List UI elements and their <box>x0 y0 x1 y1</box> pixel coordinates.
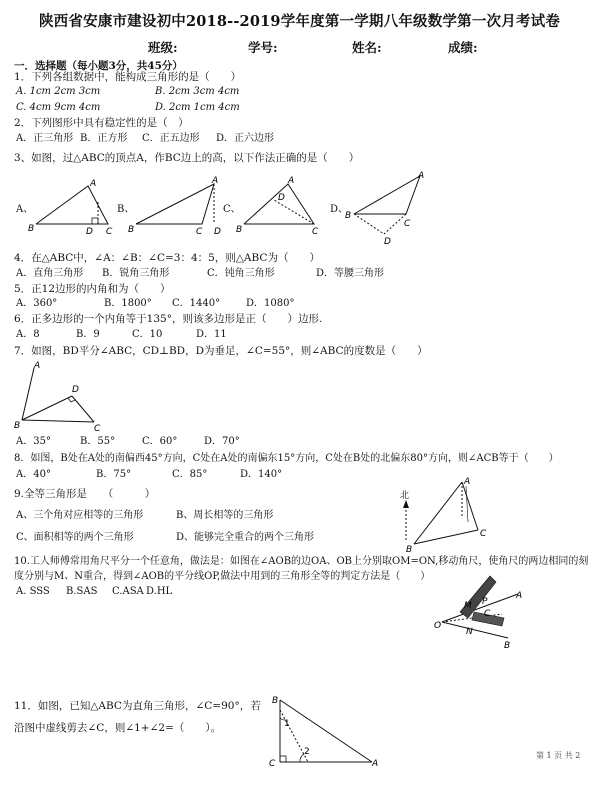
q3-figure-a <box>26 176 116 236</box>
option-2b: B．正方形 <box>80 133 128 144</box>
q11-figure <box>264 694 384 776</box>
name-label: 姓名: <box>352 40 382 55</box>
student-id-label: 学号: <box>248 40 278 55</box>
question-5: 5．正12边形的内角和为（ ） <box>14 283 171 295</box>
q3b-label-b: B <box>128 225 135 235</box>
q3-figure-d-drawing <box>344 172 434 250</box>
q3a-label-a: A <box>90 179 97 189</box>
option-2d: D．正六边形 <box>216 133 275 144</box>
q3-figure-c <box>236 176 326 236</box>
option-3a: A、 <box>16 204 34 215</box>
question-7: 7．如图，BD平分∠ABC，CD⊥BD，D为垂足，∠C=55°，则∠ABC的度数是（ ） <box>14 345 428 357</box>
option-5c: C．1440° <box>172 298 221 309</box>
q8-north-label: 北 <box>400 491 410 501</box>
q7-figure <box>14 360 114 432</box>
q3d-label-d: D <box>384 237 391 247</box>
option-9c: C、面积相等的两个三角形 <box>16 532 134 543</box>
q11-label-b: B <box>272 696 279 706</box>
question-10: 10.工人师傅常用角尺平分一个任意角，做法是：如图在∠AOB的边OA、OB上分别取OM=ON,移动角尺，使角尺的两边相同的刻 <box>14 556 589 567</box>
q3-figure-b-drawing <box>128 176 221 237</box>
option-1d: D. 2cm 1cm 4cm <box>155 102 240 113</box>
option-4c: C．钝角三角形 <box>207 268 275 279</box>
question-2: 2．下列图形中具有稳定性的是（ ） <box>14 117 189 129</box>
option-6c: C．10 <box>132 329 163 340</box>
q3d-label-b: B <box>345 211 352 221</box>
option-4b: B．锐角三角形 <box>102 268 170 279</box>
page-footer: 第 1 页 共 2 <box>536 751 581 760</box>
option-1b: B. 2cm 3cm 4cm <box>155 86 240 97</box>
q3d-label-c: C <box>404 219 411 229</box>
option-2a: A．正三角形 <box>16 133 74 144</box>
q10-figure-drawing <box>432 572 528 650</box>
q11-figure-drawing <box>264 694 384 776</box>
question-9: 9.全等三角形是 （ ） <box>14 488 156 500</box>
question-1: 1．下列各组数据中，能构成三角形的是（ ） <box>14 71 242 83</box>
option-3d: D、 <box>330 204 349 215</box>
option-8d: D．140° <box>240 469 283 480</box>
question-4: 4．在△ABC中，∠A：∠B：∠C=3：4：5，则△ABC为（ ） <box>14 252 320 264</box>
q3c-label-c: C <box>312 227 319 237</box>
q3c-label-a: A <box>288 176 295 186</box>
option-3c: C、 <box>223 204 241 215</box>
option-8c: C．85° <box>172 469 208 480</box>
q10-label-c: C <box>484 609 491 619</box>
option-6d: D．11 <box>196 329 227 340</box>
option-10b: B.SAS <box>66 586 98 597</box>
option-2c: C．正五边形 <box>142 133 200 144</box>
q10-label-o: O <box>434 621 442 631</box>
q7-label-c: C <box>94 424 101 434</box>
q3b-label-a: A <box>212 176 219 186</box>
q10-label-m: M <box>464 601 472 611</box>
question-11-cont: 沿图中虚线剪去∠C，则∠1+∠2=（ ）。 <box>14 722 222 734</box>
q3-figure-c-drawing <box>236 176 326 236</box>
q3d-label-a: A <box>418 171 425 181</box>
q3-figure-a-drawing <box>26 176 116 236</box>
option-4a: A．直角三角形 <box>16 268 84 279</box>
option-7d: D．70° <box>204 436 240 447</box>
section-heading: 一．选择题（每小题3分，共45分） <box>14 60 183 72</box>
option-6a: A．8 <box>16 329 40 340</box>
option-5a: A．360° <box>16 298 58 309</box>
option-8b: B．75° <box>96 469 132 480</box>
option-1c: C. 4cm 9cm 4cm <box>16 102 101 113</box>
option-9b: B、周长相等的三角形 <box>176 510 274 521</box>
option-9d: D、能够完全重合的两个三角形 <box>176 532 315 543</box>
option-3b: B、 <box>117 204 135 215</box>
q3a-label-c: C <box>106 227 113 237</box>
q8-label-b: B <box>406 545 413 555</box>
q7-label-d: D <box>72 385 79 395</box>
q11-label-2: 2 <box>304 747 310 757</box>
q8-figure <box>392 478 502 564</box>
question-11: 11．如图，已知△ABC为直角三角形，∠C=90°，若 <box>14 700 261 712</box>
q7-label-b: B <box>14 421 21 431</box>
q10-label-p: P <box>482 597 488 607</box>
option-9a: A、三个角对应相等的三角形 <box>16 510 144 521</box>
q8-figure-drawing <box>392 478 502 564</box>
q10-label-a: A <box>516 591 523 601</box>
q3-figure-b <box>128 176 221 237</box>
option-6b: B．9 <box>76 329 100 340</box>
option-1a: A. 1cm 2cm 3cm <box>16 86 101 97</box>
q11-label-1: 1 <box>284 719 290 729</box>
score-label: 成绩: <box>448 40 478 55</box>
class-label: 班级: <box>148 40 178 55</box>
option-7b: B．55° <box>80 436 116 447</box>
option-10c: C.ASA <box>112 586 144 597</box>
q11-label-c: C <box>269 759 276 769</box>
q3b-label-d: D <box>214 227 221 237</box>
question-3: 3、如图，过△ABC的顶点A，作BC边上的高，以下作法正确的是（ ） <box>14 152 360 164</box>
option-7c: C．60° <box>142 436 178 447</box>
q8-label-c: C <box>480 529 487 539</box>
q3-figure-d <box>344 172 434 250</box>
q7-label-a: A <box>34 361 41 371</box>
q10-label-b: B <box>504 641 511 651</box>
question-10-cont: 度分别与M、N重合，得到∠AOB的平分线OP,做法中用到的三角形全等的判定方法是（ ） <box>14 571 431 582</box>
q3b-label-c: C <box>196 227 203 237</box>
q3a-label-d: D <box>86 227 93 237</box>
option-10a: A. SSS <box>16 586 50 597</box>
q7-figure-drawing <box>14 360 114 432</box>
q11-label-a: A <box>372 759 379 769</box>
option-10d: D.HL <box>146 586 173 597</box>
option-8a: A．40° <box>16 469 51 480</box>
q10-label-n: N <box>466 627 473 637</box>
option-5d: D．1080° <box>246 298 295 309</box>
page-title: 陕西省安康市建设初中2018--2019学年度第一学期八年级数学第一次月考试卷 <box>38 13 561 30</box>
question-6: 6．正多边形的一个内角等于135°，则该多边形是正（ ）边形. <box>14 313 323 325</box>
option-7a: A．35° <box>16 436 51 447</box>
q3c-label-b: B <box>236 225 243 235</box>
q8-label-a: A <box>464 477 471 487</box>
option-5b: B．1800° <box>104 298 152 309</box>
q10-figure <box>432 572 528 650</box>
q3a-label-b: B <box>28 224 35 234</box>
question-8: 8．如图，B处在A处的南偏西45°方向，C处在A处的南偏东15°方向，C处在B处的北偏东80°方向，则∠ACB等于（ ） <box>14 453 559 464</box>
option-4d: D．等腰三角形 <box>316 268 385 279</box>
q3c-label-d: D <box>278 193 285 203</box>
